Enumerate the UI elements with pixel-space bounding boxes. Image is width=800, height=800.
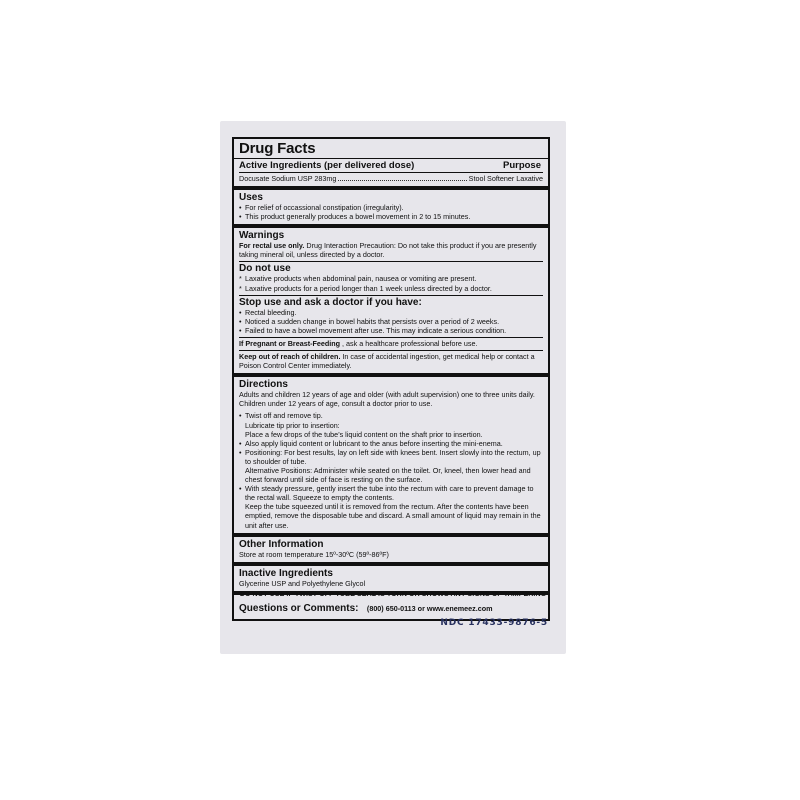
children-text: In case of accidental ingestion, get medical help or contact a Poison Control Center immediately. (239, 352, 535, 371)
uses-item: • This product generally produces a bowel movement in 2 to 15 minutes. (239, 212, 543, 221)
drug-facts-header (234, 139, 548, 158)
rectal-use-text (239, 241, 543, 259)
directions-section (234, 373, 548, 532)
directions-heading: Directions (239, 379, 288, 391)
leader-dots (338, 179, 466, 181)
step-lubricate: Lubricate tip prior to insertion: (245, 420, 340, 430)
do-not-use-item: * Laxative products for a period longer than 1 week unless directed by a doctor. (239, 284, 543, 293)
drug-facts-title: Drug Facts (239, 140, 316, 157)
purpose-heading: Purpose (502, 160, 541, 171)
step-alternative-positions: Alternative Positions: Administer while seated on the toilet. Or, kneel, then lower head and chest forward until side of face is resting on the surface. (245, 465, 531, 485)
pregnancy-bold: If Pregnant or Breast-Feeding (239, 338, 341, 348)
rectal-use-bold: For rectal use only. (239, 241, 305, 251)
tamper-warning: DO NOT USE IF TWIST OFF TUBE SEAL IS TORN OR SHOWS ANY SIGNS OF TAMPERING (239, 591, 547, 598)
directions-step (239, 411, 543, 438)
active-ingredients-section (234, 158, 548, 186)
step-place-drops: Place a few drops of the tube’s liquid content on the shaft prior to insertion. (245, 429, 483, 439)
drug-label-card (220, 121, 566, 654)
stop-use-heading: Stop use and ask a doctor if you have: (239, 296, 422, 308)
active-purpose: Stool Softener Laxative (468, 174, 543, 183)
directions-step (239, 439, 543, 448)
stop-use-item: • Failed to have a bowel movement after use. This may indicate a serious condition. (239, 326, 543, 335)
directions-step (239, 484, 543, 529)
do-not-use-item: * Laxative products when abdominal pain, nausea or vomiting are present. (239, 274, 543, 283)
step-positioning: • Positioning: For best results, lay on left side with knees bent. Insert slowly into the rectum, up to shoulder of tube. (245, 447, 541, 466)
warnings-heading: Warnings (239, 230, 285, 242)
other-information-text: Store at room temperature 15º-30ºC (59º-86ºF) (239, 549, 389, 559)
children-bold: Keep out of reach of children. (239, 352, 341, 362)
pregnancy-warning (239, 339, 543, 348)
drug-facts-panel (232, 137, 550, 621)
other-information-heading: Other Information (239, 538, 324, 550)
inactive-ingredients-heading: Inactive Ingredients (239, 567, 333, 579)
drug-interaction-text: Drug Interaction Precaution: Do not take this product if you are presently taking mineral oil, unless directed by a doctor. (239, 241, 537, 260)
ndc-number: NDC 17433-9876-5 (440, 618, 548, 628)
questions-contact: (800) 650-0113 or www.enemeez.com (366, 603, 493, 613)
children-warning (239, 352, 543, 373)
uses-section (234, 186, 548, 224)
step-apply-liquid: • Also apply liquid content or lubricant to the anus before inserting the mini-enema. (245, 438, 503, 448)
active-ingredient: Docusate Sodium USP 283mg (239, 174, 337, 183)
step-insert: • With steady pressure, gently insert the tube into the rectum with care to prevent damage to the rectal wall. Squeeze to empty the contents. (245, 484, 534, 503)
step-twist-off: • Twist off and remove tip. (245, 411, 323, 421)
warnings-section (234, 224, 548, 373)
questions-heading: Questions or Comments: (239, 602, 359, 614)
inactive-ingredients-section (234, 562, 548, 591)
stop-use-item: • Noticed a sudden change in bowel habits that persists over a period of 2 weeks. (239, 317, 543, 326)
do-not-use-heading: Do not use (239, 263, 291, 275)
active-ingredients-heading: Active Ingredients (per delivered dose) (239, 160, 415, 171)
directions-step (239, 448, 543, 484)
other-information-section (234, 533, 548, 562)
step-squeeze: Keep the tube squeezed until it is removed from the rectum. After the contents have been emptied, remove the disposable tube and discard. A small amount of liquid may remain in the unit after use. (245, 502, 541, 530)
stop-use-item: • Rectal bleeding. (239, 308, 543, 317)
uses-item: • For relief of occassional constipation (irregularity). (239, 203, 543, 212)
inactive-ingredients-text: Glycerine USP and Polyethylene Glycol (239, 578, 366, 588)
directions-intro: Adults and children 12 years of age and older (with adult supervision) one to three units daily. Children under 12 years of age, consult a doctor prior to use. (239, 390, 535, 409)
pregnancy-text: , ask a healthcare professional before use. (340, 338, 478, 348)
uses-heading: Uses (239, 192, 263, 204)
